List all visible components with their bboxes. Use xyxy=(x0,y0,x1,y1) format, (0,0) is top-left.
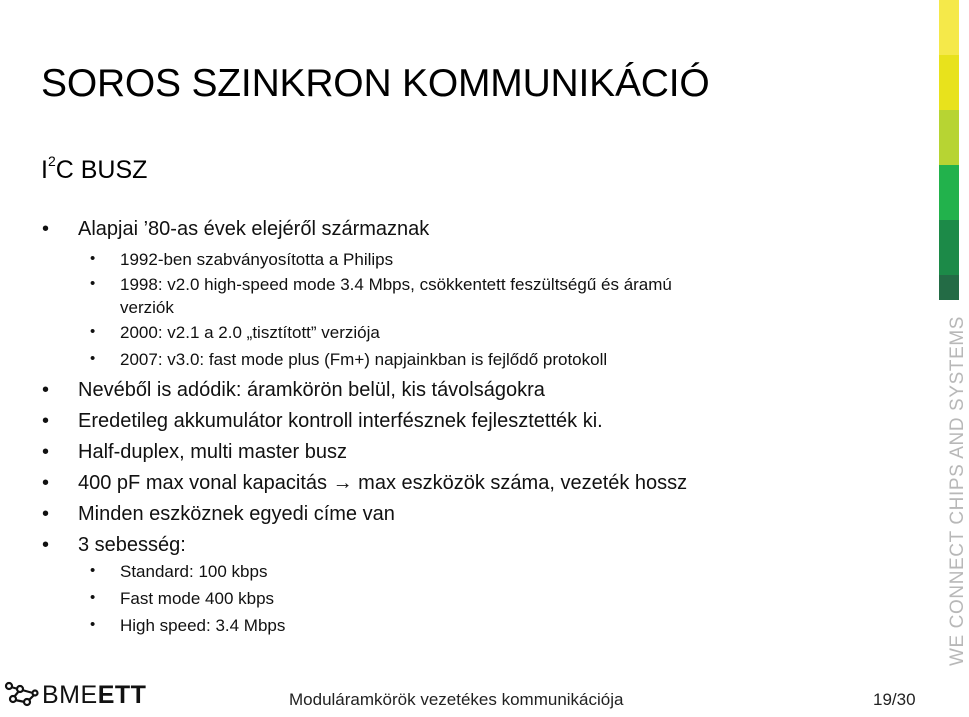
bullet-item xyxy=(78,472,687,495)
stripe-segment xyxy=(939,275,959,300)
stripe-segment xyxy=(939,0,959,55)
bullet-item: • 3 sebesség: xyxy=(78,534,186,557)
logo-text-light: BME xyxy=(42,681,98,709)
stripe-segment xyxy=(939,165,959,220)
right-arrow-icon: → xyxy=(332,472,353,494)
page-number: 19/30 xyxy=(873,690,916,709)
bullet-item: • Minden eszköznek egyedi címe van xyxy=(78,503,395,526)
bullet-text-before-arrow: 400 pF max vonal kapacitás xyxy=(78,472,328,494)
stripe-segment xyxy=(939,110,959,165)
subtitle-prefix: I xyxy=(41,156,48,184)
sub-bullet-item: • 2000: v2.1 a 2.0 „tisztított” verziója xyxy=(120,323,380,343)
bullet-item: • Eredetileg akkumulátor kontroll interfésznek fejlesztették ki. xyxy=(78,410,603,433)
stripe-segment xyxy=(939,220,959,275)
sidebar-tagline: WE CONNECT CHIPS AND SYSTEMS xyxy=(947,315,968,666)
bullet-item: • Nevéből is adódik: áramkörön belül, kis távolságokra xyxy=(78,379,545,402)
bullet-item: • Half-duplex, multi master busz xyxy=(78,441,347,464)
bullet-text-after-arrow: max eszközök száma, vezeték hossz xyxy=(358,472,688,494)
bullet-item: • Alapjai ’80-as évek elejéről származnak xyxy=(78,218,429,241)
sub-bullet-item: • 1998: v2.0 high-speed mode 3.4 Mbps, csökkentett feszültségű és áramú xyxy=(120,275,672,295)
sub-bullet-item: • Standard: 100 kbps xyxy=(120,562,267,582)
stripe-segment xyxy=(939,55,959,110)
footer-caption: Moduláramkörök vezetékes kommunikációja xyxy=(289,690,624,709)
subtitle-suffix: C BUSZ xyxy=(55,156,148,184)
sub-bullet-item: • High speed: 3.4 Mbps xyxy=(120,616,285,636)
sub-bullet-item: • Fast mode 400 kbps xyxy=(120,589,274,609)
logo-text-bold: ETT xyxy=(97,681,147,709)
bmeett-logo-text xyxy=(42,681,146,710)
sub-bullet-continuation: verziók xyxy=(120,298,174,317)
slide-title: SOROS SZINKRON KOMMUNIKÁCIÓ xyxy=(41,62,710,105)
bmeett-logo-icon xyxy=(3,680,43,710)
sub-bullet-item: • 2007: v3.0: fast mode plus (Fm+) napjainkban is fejlődő protokoll xyxy=(120,350,607,370)
subtitle-superscript: 2 xyxy=(47,153,56,169)
sub-bullet-item: • 1992-ben szabványosította a Philips xyxy=(120,250,393,270)
